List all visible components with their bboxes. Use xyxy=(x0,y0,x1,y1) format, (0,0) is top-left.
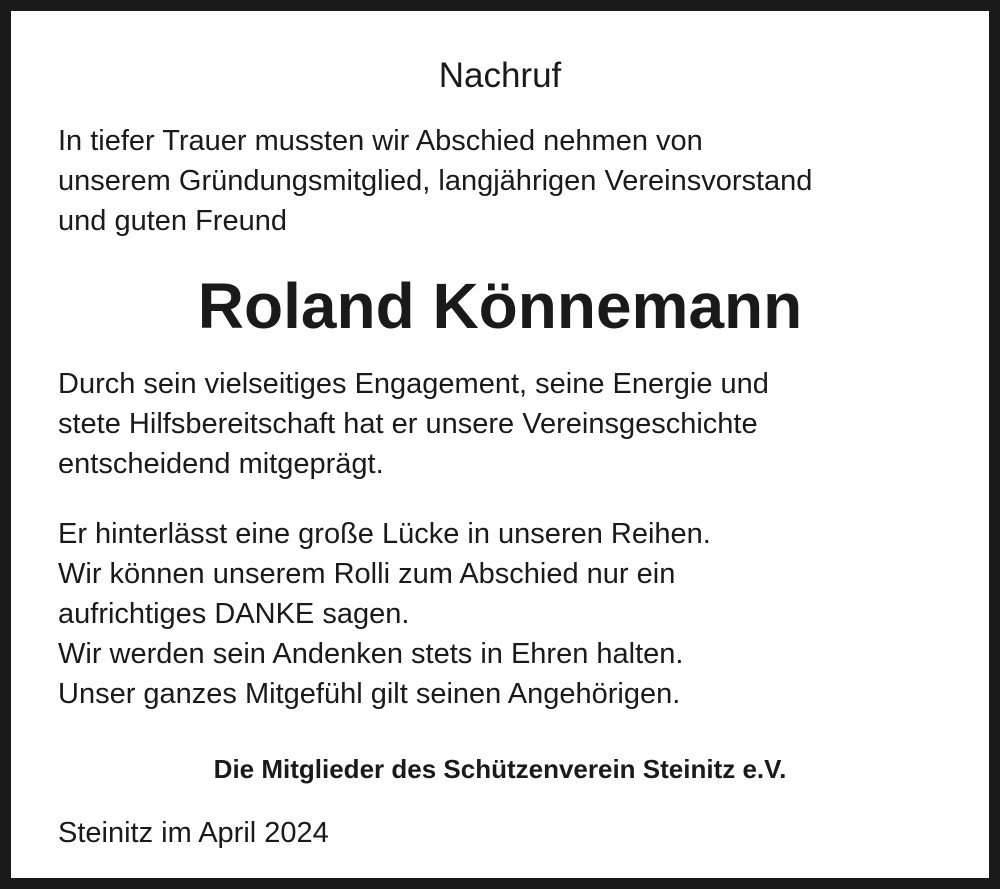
closing-line: aufrichtiges DANKE sagen. xyxy=(58,598,410,630)
intro-line: und guten Freund xyxy=(58,205,287,237)
intro-line: In tiefer Trauer mussten wir Abschied nehmen von xyxy=(58,125,703,157)
place-date: Steinitz im April 2024 xyxy=(58,817,329,849)
closing-line: Wir können unserem Rolli zum Abschied nur ein xyxy=(58,558,676,590)
deceased-name: Roland Könnemann xyxy=(197,270,803,342)
tribute-line: stete Hilfsbereitschaft hat er unsere Vereinsgeschichte xyxy=(58,408,758,440)
closing-line: Wir werden sein Andenken stets in Ehren halten. xyxy=(58,638,684,670)
intro-line: unserem Gründungsmitglied, langjährigen Vereinsvorstand xyxy=(58,165,813,197)
tribute-line: Durch sein vielseitiges Engagement, seine Energie und xyxy=(58,368,769,400)
tribute-paragraph xyxy=(58,364,769,484)
closing-line: Unser ganzes Mitgefühl gilt seinen Angehörigen. xyxy=(58,678,681,710)
closing-line: Er hinterlässt eine große Lücke in unseren Reihen. xyxy=(58,518,711,550)
notice-title: Nachruf xyxy=(438,56,562,95)
closing-paragraph xyxy=(58,514,711,714)
signature: Die Mitglieder des Schützenverein Steinitz e.V. xyxy=(213,754,787,784)
tribute-line: entscheidend mitgeprägt. xyxy=(58,448,384,480)
intro-paragraph xyxy=(58,121,812,241)
